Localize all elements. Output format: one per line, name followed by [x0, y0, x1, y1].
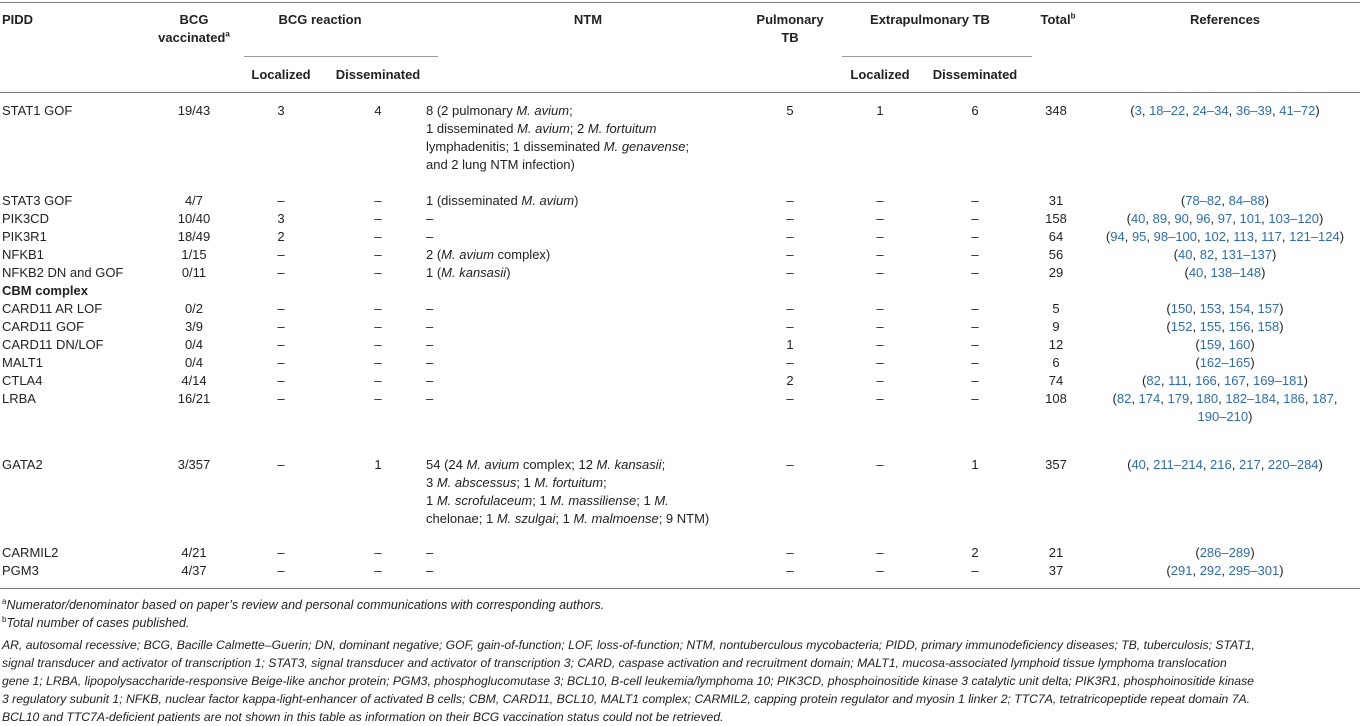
- cell-pidd: NFKB2 DN and GOF: [2, 265, 124, 280]
- cell-pidd: PIK3CD: [2, 211, 49, 226]
- cell-dis: –: [374, 355, 382, 370]
- reference-link[interactable]: 90: [1174, 211, 1189, 226]
- cell-total: 31: [1048, 193, 1064, 208]
- reference-link[interactable]: 157: [1257, 301, 1280, 316]
- cell-edis: –: [971, 319, 979, 334]
- extrapulmonary-rule: [842, 56, 1032, 57]
- header-disseminated: Disseminated: [335, 67, 421, 82]
- cell-eloc: –: [876, 545, 884, 560]
- reference-link[interactable]: 36–39: [1235, 103, 1272, 118]
- reference-link[interactable]: 169–181: [1252, 373, 1304, 388]
- header-ext-disseminated: Disseminated: [932, 67, 1018, 82]
- cell-total: 108: [1045, 391, 1067, 406]
- cell-ptb: 1: [786, 337, 794, 352]
- cell-pidd: STAT1 GOF: [2, 103, 73, 118]
- cell-ntm: 1 M. scrofulaceum; 1 M. massiliense; 1 M.: [426, 493, 669, 508]
- reference-link[interactable]: 94: [1110, 229, 1125, 244]
- cell-ntm: –: [426, 337, 434, 352]
- cell-ptb: –: [786, 563, 794, 578]
- cell-total: 9: [1052, 319, 1060, 334]
- cell-eloc: –: [876, 373, 884, 388]
- cell-dis: –: [374, 247, 382, 262]
- reference-link[interactable]: 40: [1130, 211, 1146, 226]
- cell-vacc: 0/2: [184, 301, 204, 316]
- cell-loc: –: [277, 337, 285, 352]
- cell-vacc: 4/21: [181, 545, 207, 560]
- reference-link[interactable]: 153: [1199, 301, 1222, 316]
- cell-ntm: –: [426, 545, 434, 560]
- reference-link[interactable]: 158: [1257, 319, 1280, 334]
- cell-ptb: –: [786, 265, 794, 280]
- cell-dis: –: [374, 563, 382, 578]
- cell-total: 74: [1048, 373, 1064, 388]
- cell-pidd: CARD11 DN/LOF: [2, 337, 104, 352]
- reference-link[interactable]: 190–210: [1197, 409, 1249, 424]
- footnote-b: $^b$Total number of cases published.: [2, 614, 190, 630]
- cell-total: 5: [1052, 301, 1060, 316]
- reference-link[interactable]: 111: [1168, 373, 1188, 388]
- reference-link[interactable]: 217: [1238, 457, 1261, 472]
- cell-eloc: –: [876, 337, 884, 352]
- reference-link[interactable]: 82: [1199, 247, 1215, 262]
- cell-ptb: –: [786, 193, 794, 208]
- reference-link[interactable]: 98–100: [1153, 229, 1198, 244]
- header-ext-localized: Localized: [850, 67, 910, 82]
- cell-edis: –: [971, 337, 979, 352]
- cell-loc: –: [277, 373, 285, 388]
- header-bcg-reaction: BCG reaction: [278, 12, 362, 27]
- cell-vacc: 0/4: [184, 337, 204, 352]
- cell-loc: –: [277, 355, 285, 370]
- header-total: [1038, 11, 1078, 29]
- cell-ntm: 1 (disseminated M. avium): [426, 193, 579, 208]
- header-localized: Localized: [251, 67, 311, 82]
- reference-link[interactable]: 78–82: [1185, 193, 1222, 208]
- reference-link[interactable]: 40: [1188, 265, 1204, 280]
- cell-ptb: 2: [786, 373, 794, 388]
- cell-pidd: LRBA: [2, 391, 36, 406]
- cell-ptb: –: [786, 355, 794, 370]
- reference-link[interactable]: 40: [1177, 247, 1193, 262]
- cell-total: 357: [1045, 457, 1067, 472]
- cell-eloc: 1: [876, 103, 884, 118]
- cell-dis: –: [374, 301, 382, 316]
- cell-dis: –: [374, 193, 382, 208]
- cell-ntm: –: [426, 355, 434, 370]
- reference-link[interactable]: 159: [1199, 337, 1222, 352]
- cell-vacc: 1/15: [181, 247, 207, 262]
- cell-dis: –: [374, 211, 382, 226]
- cell-eloc: –: [876, 211, 884, 226]
- cell-edis: –: [971, 229, 979, 244]
- cell-eloc: –: [876, 355, 884, 370]
- cell-vacc: 0/11: [181, 265, 207, 280]
- cell-pidd: STAT3 GOF: [2, 193, 73, 208]
- cell-ptb: –: [786, 545, 794, 560]
- header-references: References: [1189, 12, 1261, 27]
- abbreviation-line: AR, autosomal recessive; BCG, Bacille Calmette–Guerin; DN, dominant negative; GOF, gain-of-function; LOF, loss-of-function; NTM, nontuberculous mycobacteria; PIDD, primary immunodeficiency diseases; TB, tuberculosis; STAT1,: [2, 638, 1255, 652]
- bottom-rule: [0, 588, 1360, 589]
- reference-link[interactable]: 40: [1131, 457, 1146, 472]
- cell-eloc: –: [876, 457, 884, 472]
- cell-refs: (3, 18–22, 24–34, 36–39, 41–72): [1130, 103, 1320, 118]
- organism-name: M. fortuitum: [587, 121, 657, 136]
- cell-loc: –: [277, 457, 285, 472]
- reference-link[interactable]: 216: [1210, 457, 1232, 472]
- cell-pidd: NFKB1: [2, 247, 44, 262]
- organism-name: M. fortuitum: [534, 475, 604, 490]
- reference-link[interactable]: 24–34: [1192, 103, 1229, 118]
- reference-link[interactable]: 117: [1261, 229, 1282, 244]
- header-rule: [0, 92, 1360, 93]
- cell-refs: (286–289): [1195, 545, 1255, 560]
- cell-loc: –: [277, 319, 285, 334]
- bcg-reaction-rule: [244, 56, 438, 57]
- cell-edis: 2: [971, 545, 979, 560]
- cell-edis: –: [971, 563, 979, 578]
- reference-link[interactable]: 180: [1196, 391, 1219, 406]
- header-total-text: Total: [1040, 12, 1071, 27]
- reference-link[interactable]: 155: [1199, 319, 1222, 334]
- abbreviation-line: 3 regulatory subunit 1; NFKB, nuclear factor kappa-light-enhancer of activated B cells; CBM, CARD11, BCL10, MALT1 complex; CARMIL2, capping protein regulator and myosin 1 linker 2; TTC7A, tetratricopeptide repeat domain 7A.: [2, 692, 1251, 706]
- cell-ptb: 5: [786, 103, 794, 118]
- cell-eloc: –: [876, 563, 884, 578]
- reference-link[interactable]: 101: [1239, 211, 1262, 226]
- cell-pidd: PIK3R1: [2, 229, 47, 244]
- cell-ntm: –: [426, 373, 434, 388]
- reference-link[interactable]: 97: [1217, 211, 1233, 226]
- header-extrapulmonary-tb: Extrapulmonary TB: [870, 12, 990, 27]
- organism-name: M. genavense: [603, 139, 686, 154]
- cell-dis: –: [374, 319, 382, 334]
- cell-edis: –: [971, 247, 979, 262]
- reference-link[interactable]: 102: [1204, 229, 1226, 244]
- reference-link[interactable]: 286–289: [1199, 545, 1251, 560]
- abbreviation-line: BCL10 and TTC7A-deficient patients are not shown in this table as information on their BCG vaccination status could not be retrieved.: [2, 710, 724, 724]
- cell-loc: –: [277, 391, 285, 406]
- cell-ntm: 1 disseminated M. avium; 2 M. fortuitum: [426, 121, 657, 136]
- cell-loc: –: [277, 545, 285, 560]
- reference-link[interactable]: 154: [1228, 301, 1251, 316]
- cell-ntm: –: [426, 319, 434, 334]
- cell-refs: (162–165): [1195, 355, 1255, 370]
- reference-link[interactable]: 82: [1116, 391, 1132, 406]
- cell-loc: –: [277, 301, 285, 316]
- reference-link[interactable]: 295–301: [1228, 563, 1280, 578]
- reference-link[interactable]: 150: [1170, 301, 1193, 316]
- header-total-sup: b: [1070, 11, 1076, 21]
- cell-total: 6: [1052, 355, 1060, 370]
- footnote-b-text: Total number of cases published.: [6, 616, 190, 630]
- cell-ntm: and 2 lung NTM infection): [426, 157, 575, 172]
- abbreviation-line: gene 1; LRBA, lipopolysaccharide-responsive Beige-like anchor protein; PGM3, phosphoglucomutase 3; BCL10, B-cell leukemia/lymphoma 10; PIK3CD, phosphoinositide kinase 3 catalytic unit delta; PIK3R1, phosphoinositide kinase: [2, 674, 1254, 688]
- cell-vacc: 10/40: [177, 211, 211, 226]
- cell-eloc: –: [876, 301, 884, 316]
- cell-refs: 190–210): [1197, 409, 1253, 424]
- cell-dis: –: [374, 229, 382, 244]
- cell-ntm: –: [426, 301, 434, 316]
- cell-total: 64: [1048, 229, 1064, 244]
- reference-link[interactable]: 167: [1224, 373, 1246, 388]
- cell-vacc: 4/37: [181, 563, 207, 578]
- cell-pidd: CARD11 AR LOF: [2, 301, 103, 316]
- organism-name: M. szulgai: [496, 511, 556, 526]
- cell-ptb: –: [786, 211, 794, 226]
- cell-refs: (40, 89, 90, 96, 97, 101, 103–120): [1126, 211, 1324, 226]
- cell-vacc: 4/14: [181, 373, 207, 388]
- cell-edis: –: [971, 211, 979, 226]
- cell-ptb: –: [786, 229, 794, 244]
- organism-name: M. kansasii: [441, 265, 507, 280]
- reference-link[interactable]: 160: [1228, 337, 1251, 352]
- group-heading: CBM complex: [2, 283, 88, 298]
- reference-link[interactable]: 113: [1233, 229, 1254, 244]
- cell-refs: (150, 153, 154, 157): [1166, 301, 1284, 316]
- cell-pidd: CARD11 GOF: [2, 319, 85, 334]
- cell-dis: 4: [374, 103, 382, 118]
- reference-link[interactable]: 179: [1167, 391, 1190, 406]
- cell-total: 21: [1048, 545, 1064, 560]
- organism-name: M. malmoense: [573, 511, 659, 526]
- cell-vacc: 16/21: [177, 391, 211, 406]
- organism-name: M. scrofulaceum: [436, 493, 533, 508]
- cell-refs: (152, 155, 156, 158): [1166, 319, 1284, 334]
- cell-loc: –: [277, 247, 285, 262]
- reference-link[interactable]: 103–120: [1268, 211, 1320, 226]
- cell-loc: 3: [277, 103, 285, 118]
- organism-name: M. kansasii: [596, 457, 662, 472]
- cell-pidd: PGM3: [2, 563, 39, 578]
- cell-dis: –: [374, 337, 382, 352]
- cell-vacc: 19/43: [177, 103, 211, 118]
- reference-link[interactable]: 182–184: [1225, 391, 1276, 406]
- cell-edis: –: [971, 301, 979, 316]
- cell-vacc: 0/4: [184, 355, 204, 370]
- reference-link[interactable]: 186: [1283, 391, 1305, 406]
- abbreviation-line: signal transducer and activator of transcription 1; STAT3, signal transducer and activator of transcription 3; CARD, caspase activation and recruitment domain; MALT1, mucosa-associated lymphoid tissue lymphoma translocation: [2, 656, 1227, 670]
- cell-loc: –: [277, 563, 285, 578]
- cell-eloc: –: [876, 265, 884, 280]
- cell-ntm: chelonae; 1 M. szulgai; 1 M. malmoense; 9 NTM): [426, 511, 710, 526]
- cell-vacc: 18/49: [177, 229, 211, 244]
- cell-refs: (40, 138–148): [1184, 265, 1266, 280]
- reference-link[interactable]: 291: [1170, 563, 1193, 578]
- cell-refs: (159, 160): [1195, 337, 1255, 352]
- header-pulmonary-tb: Pulmonary TB: [756, 12, 824, 45]
- cell-total: 158: [1045, 211, 1067, 226]
- header-bcg-vaccinated: [150, 11, 238, 47]
- cell-refs: (94, 95, 98–100, 102, 113, 117, 121–124): [1105, 229, 1345, 244]
- header-bcg-vaccinated-sup: a: [225, 29, 230, 39]
- cell-ntm: 2 (M. avium complex): [426, 247, 551, 262]
- reference-link[interactable]: 292: [1199, 563, 1222, 578]
- reference-link[interactable]: 41–72: [1279, 103, 1316, 118]
- organism-name: M. massiliense: [550, 493, 637, 508]
- cell-refs: (40, 211–214, 216, 217, 220–284): [1127, 457, 1323, 472]
- cell-edis: 1: [971, 457, 979, 472]
- cell-eloc: –: [876, 391, 884, 406]
- top-rule: [0, 2, 1360, 3]
- reference-link[interactable]: 3: [1134, 103, 1142, 118]
- header-bcg-vaccinated-text: BCG vaccinated: [158, 12, 226, 45]
- cell-pidd: CTLA4: [2, 373, 43, 388]
- cell-ntm: –: [426, 563, 434, 578]
- organism-name: M.: [654, 493, 669, 508]
- reference-link[interactable]: 138–148: [1210, 265, 1262, 280]
- cell-ptb: –: [786, 457, 794, 472]
- cell-eloc: –: [876, 229, 884, 244]
- cell-ntm: 8 (2 pulmonary M. avium;: [426, 103, 573, 118]
- cell-dis: –: [374, 391, 382, 406]
- reference-link[interactable]: 152: [1170, 319, 1193, 334]
- cell-ntm: lymphadenitis; 1 disseminated M. genavense;: [426, 139, 690, 154]
- cell-refs: (82, 174, 179, 180, 182–184, 186, 187,: [1112, 391, 1338, 406]
- organism-name: M. avium: [521, 193, 575, 208]
- cell-edis: 6: [971, 103, 979, 118]
- cell-vacc: 3/357: [177, 457, 211, 472]
- reference-link[interactable]: 211–214: [1153, 457, 1203, 472]
- footnote-a: $^a$Numerator/denominator based on paper’s review and personal communications with corresponding authors.: [2, 596, 605, 612]
- cell-eloc: –: [876, 193, 884, 208]
- cell-pidd: MALT1: [2, 355, 43, 370]
- cell-eloc: –: [876, 319, 884, 334]
- cell-dis: –: [374, 545, 382, 560]
- reference-link[interactable]: 220–284: [1267, 457, 1319, 472]
- reference-link[interactable]: 89: [1152, 211, 1168, 226]
- cell-loc: 3: [277, 211, 285, 226]
- cell-refs: (291, 292, 295–301): [1166, 563, 1284, 578]
- cell-refs: (40, 82, 131–137): [1173, 247, 1277, 262]
- cell-total: 56: [1048, 247, 1064, 262]
- cell-ptb: –: [786, 247, 794, 262]
- cell-ptb: –: [786, 319, 794, 334]
- organism-name: M. avium: [466, 457, 520, 472]
- reference-link[interactable]: 82: [1146, 373, 1161, 388]
- cell-ntm: 3 M. abscessus; 1 M. fortuitum;: [426, 475, 607, 490]
- header-pidd: PIDD: [2, 12, 34, 27]
- cell-edis: –: [971, 265, 979, 280]
- reference-link[interactable]: 174: [1138, 391, 1161, 406]
- reference-link[interactable]: 84–88: [1228, 193, 1265, 208]
- cell-total: 348: [1045, 103, 1067, 118]
- cell-ntm: 1 (M. kansasii): [426, 265, 511, 280]
- cell-loc: –: [277, 193, 285, 208]
- reference-link[interactable]: 187: [1312, 391, 1334, 406]
- cell-total: 12: [1048, 337, 1064, 352]
- reference-link[interactable]: 131–137: [1221, 247, 1273, 262]
- cell-ntm: –: [426, 391, 434, 406]
- organism-name: M. avium: [441, 247, 494, 262]
- organism-name: M. abscessus: [436, 475, 517, 490]
- cell-edis: –: [971, 355, 979, 370]
- cell-edis: –: [971, 373, 979, 388]
- cell-dis: 1: [374, 457, 382, 472]
- cell-total: 37: [1048, 563, 1064, 578]
- reference-link[interactable]: 18–22: [1149, 103, 1186, 118]
- cell-dis: –: [374, 265, 382, 280]
- header-ntm: NTM: [573, 12, 603, 27]
- cell-pidd: CARMIL2: [2, 545, 59, 560]
- cell-ptb: –: [786, 301, 794, 316]
- reference-link[interactable]: 156: [1228, 319, 1251, 334]
- cell-total: 29: [1048, 265, 1064, 280]
- cell-refs: (78–82, 84–88): [1180, 193, 1270, 208]
- organism-name: M. avium: [516, 103, 570, 118]
- cell-loc: –: [277, 265, 285, 280]
- cell-dis: –: [374, 373, 382, 388]
- cell-refs: (82, 111, 166, 167, 169–181): [1142, 373, 1308, 388]
- cell-loc: 2: [277, 229, 285, 244]
- cell-eloc: –: [876, 247, 884, 262]
- footnote-a-text: Numerator/denominator based on paper’s review and personal communications with corresponding authors.: [6, 598, 605, 612]
- reference-link[interactable]: 121–124: [1289, 229, 1340, 244]
- cell-edis: –: [971, 193, 979, 208]
- cell-ntm: –: [426, 229, 434, 244]
- cell-ntm: –: [426, 211, 434, 226]
- reference-link[interactable]: 162–165: [1199, 355, 1251, 370]
- cell-vacc: 3/9: [184, 319, 204, 334]
- organism-name: M. avium: [517, 121, 570, 136]
- cell-edis: –: [971, 391, 979, 406]
- cell-ptb: –: [786, 391, 794, 406]
- cell-ntm: 54 (24 M. avium complex; 12 M. kansasii;: [426, 457, 666, 472]
- cell-pidd: GATA2: [2, 457, 43, 472]
- reference-link[interactable]: 166: [1195, 373, 1217, 388]
- reference-link[interactable]: 96: [1196, 211, 1211, 226]
- reference-link[interactable]: 95: [1131, 229, 1147, 244]
- cell-vacc: 4/7: [184, 193, 204, 208]
